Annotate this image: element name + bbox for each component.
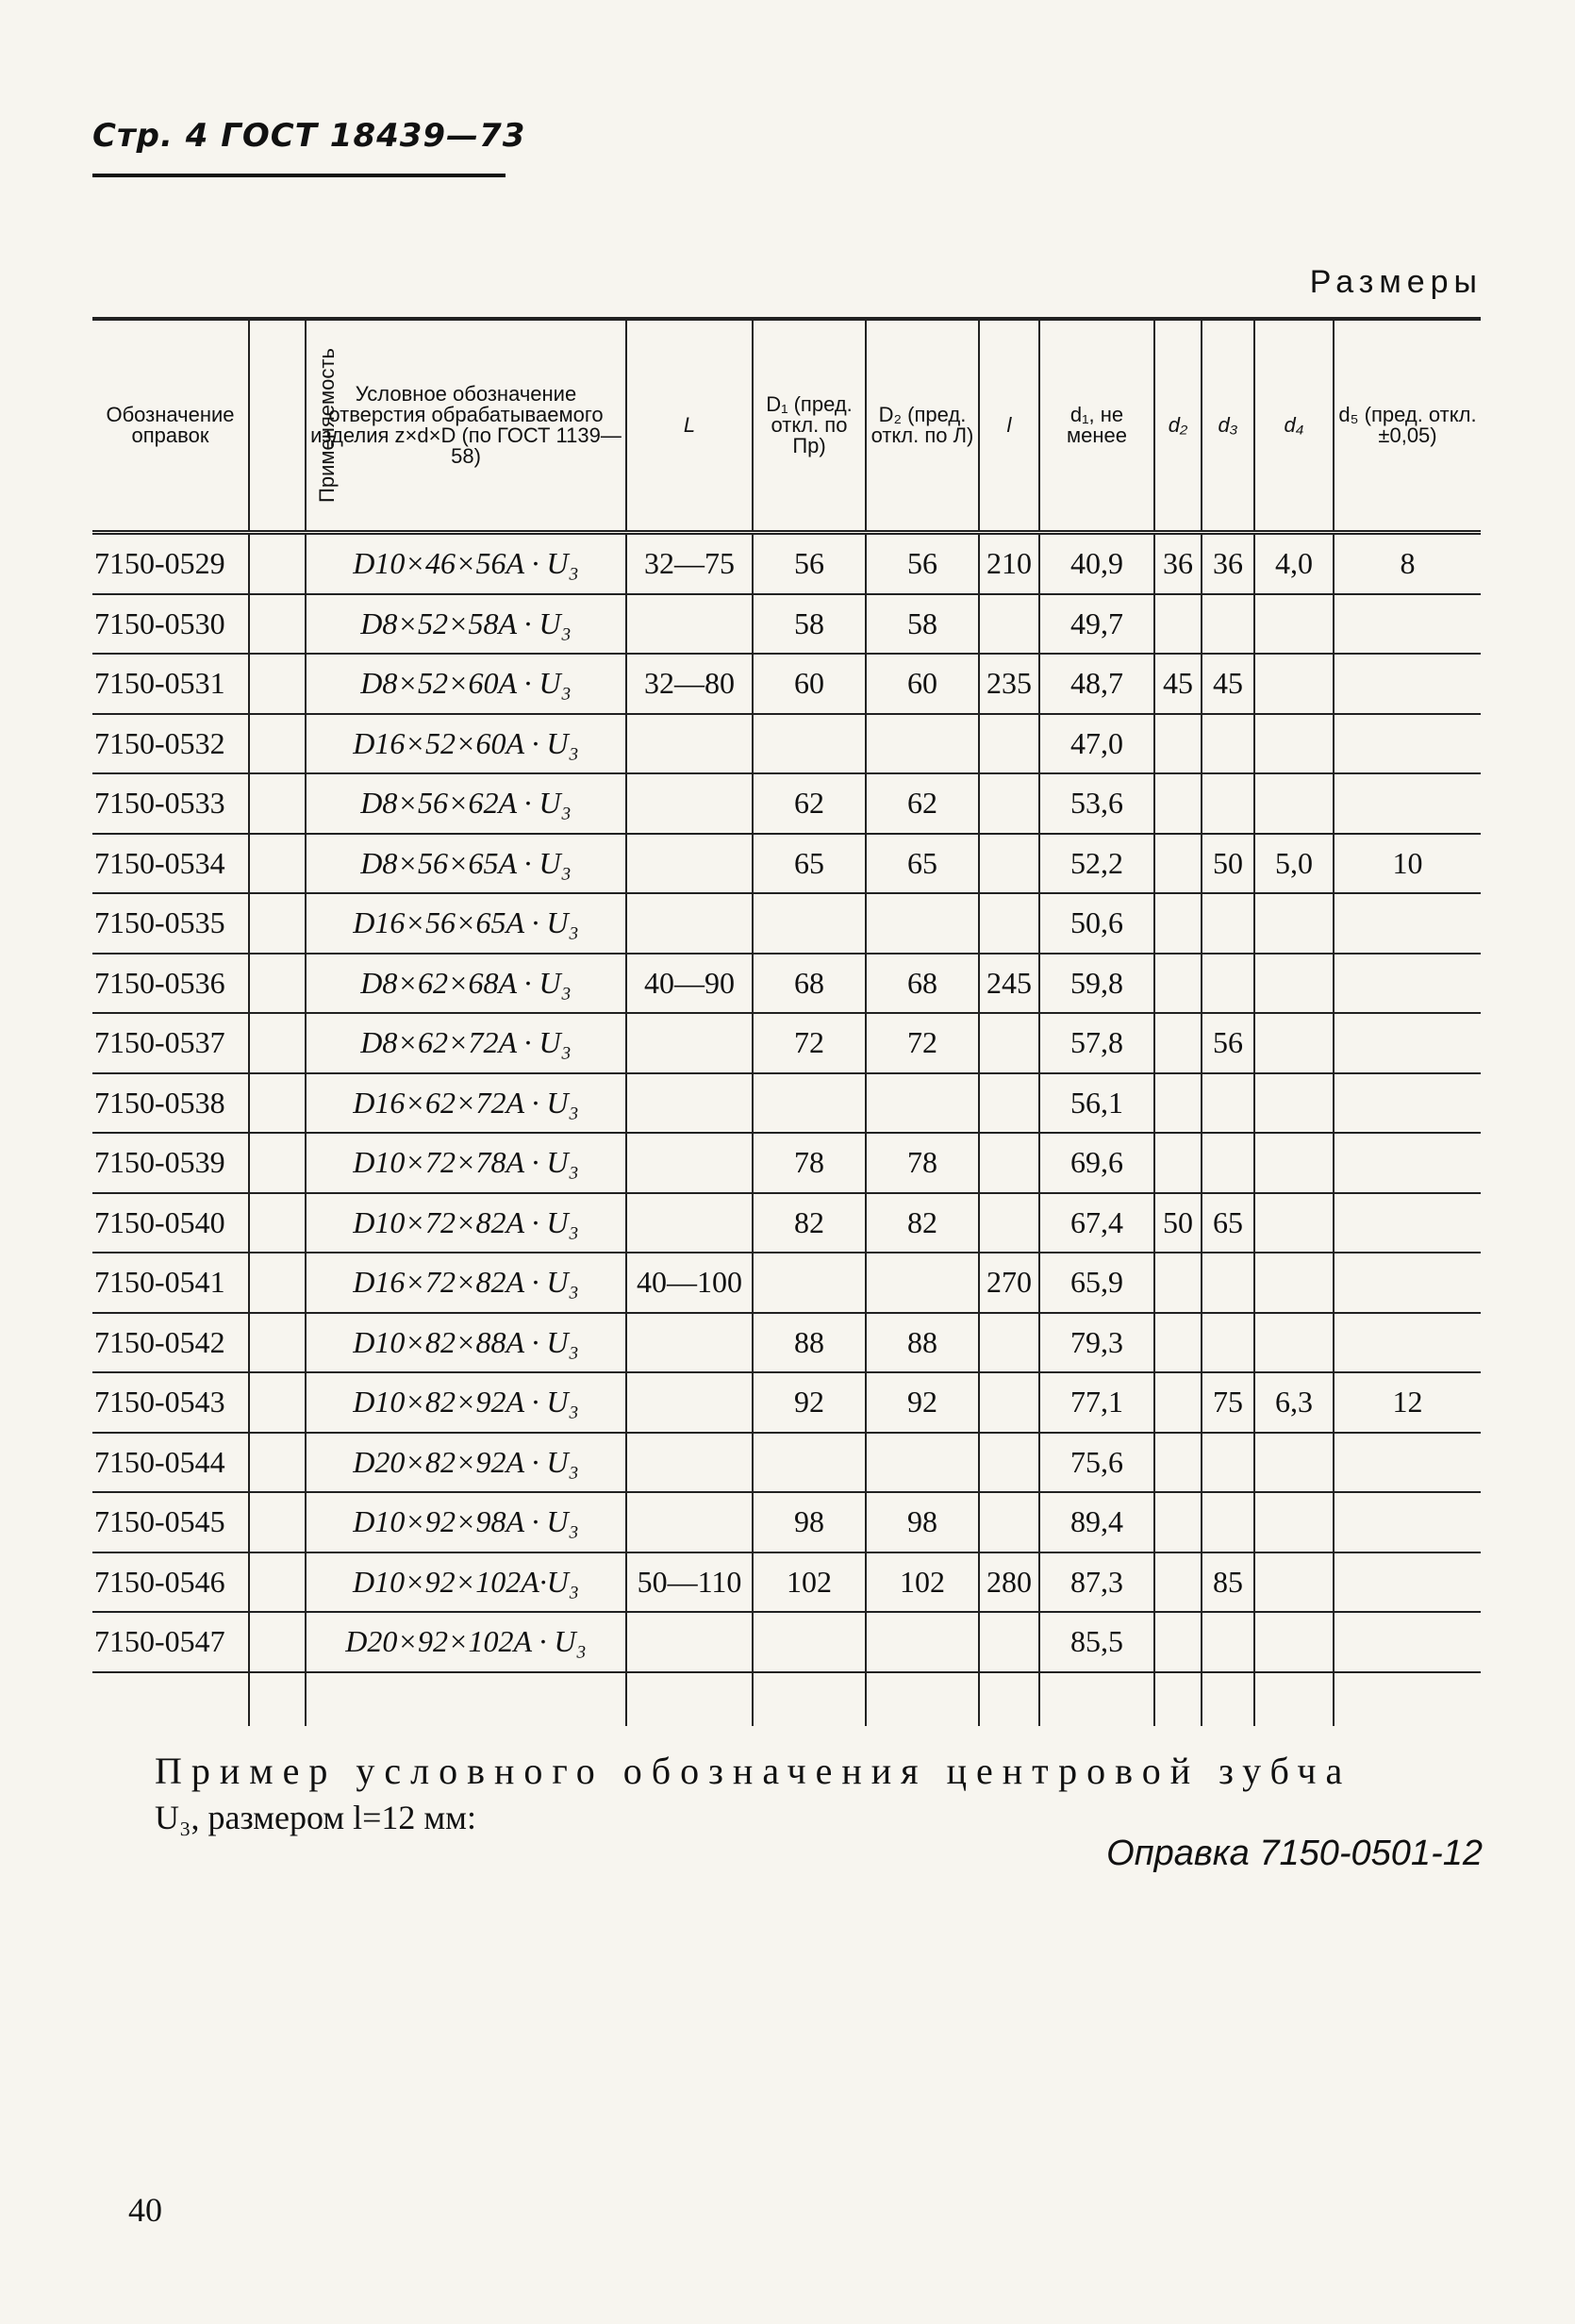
cell-application bbox=[249, 1433, 306, 1493]
cell-application bbox=[249, 1612, 306, 1672]
cell-d2 bbox=[1154, 1253, 1202, 1313]
cell-d1: 47,0 bbox=[1039, 714, 1154, 774]
cell-code: 7150-0544 bbox=[94, 1444, 225, 1479]
table-row bbox=[92, 594, 1481, 655]
cell-L bbox=[626, 1612, 753, 1672]
cell-application bbox=[249, 714, 306, 774]
sizes-label: Размеры bbox=[1309, 264, 1483, 300]
cell-l bbox=[979, 1133, 1039, 1193]
cell-d4 bbox=[1254, 1433, 1334, 1493]
cell-D2: 58 bbox=[866, 594, 979, 655]
table-row bbox=[92, 714, 1481, 774]
cell-d1: 79,3 bbox=[1039, 1313, 1154, 1373]
cell-code: 7150-0541 bbox=[94, 1265, 225, 1300]
cell-l bbox=[979, 1193, 1039, 1253]
cell-d5 bbox=[1334, 1013, 1481, 1073]
cell-d3 bbox=[1202, 773, 1254, 834]
header-code: Обозначение оправок bbox=[106, 403, 235, 447]
cell-d5 bbox=[1334, 1492, 1481, 1552]
cell-d5 bbox=[1334, 954, 1481, 1014]
cell-L bbox=[626, 714, 753, 774]
table-row bbox=[92, 1612, 1481, 1672]
cell-d2 bbox=[1154, 714, 1202, 774]
header-D2: D₂ (пред. откл. по Л) bbox=[866, 319, 979, 533]
cell-D2 bbox=[866, 1612, 979, 1672]
table-row bbox=[92, 533, 1481, 594]
cell-hole: D10×72×82A · U₃ bbox=[306, 1193, 626, 1253]
cell-d1: 85,5 bbox=[1039, 1612, 1154, 1672]
cell-hole: D10×82×92A · U₃ bbox=[306, 1372, 626, 1433]
cell-d3: 45 bbox=[1202, 654, 1254, 714]
table-row bbox=[92, 893, 1481, 954]
cell-D2 bbox=[866, 893, 979, 954]
cell-d3 bbox=[1202, 1133, 1254, 1193]
cell-d3 bbox=[1202, 594, 1254, 655]
cell-D1 bbox=[753, 1433, 866, 1493]
cell-d1: 89,4 bbox=[1039, 1492, 1154, 1552]
cell-d1: 65,9 bbox=[1039, 1253, 1154, 1313]
cell-d3 bbox=[1202, 893, 1254, 954]
cell-hole: D10×72×78A · U₃ bbox=[306, 1133, 626, 1193]
table-row bbox=[92, 1193, 1481, 1253]
cell-code: 7150-0538 bbox=[94, 1085, 225, 1120]
cell-D2: 72 bbox=[866, 1013, 979, 1073]
cell-D2: 78 bbox=[866, 1133, 979, 1193]
cell-l: 280 bbox=[979, 1552, 1039, 1613]
cell-d1: 67,4 bbox=[1039, 1193, 1154, 1253]
table-row bbox=[92, 1253, 1481, 1313]
header-d3: d₃ bbox=[1202, 319, 1254, 533]
cell-d4 bbox=[1254, 1313, 1334, 1373]
cell-application bbox=[249, 1313, 306, 1373]
cell-d3: 56 bbox=[1202, 1013, 1254, 1073]
cell-hole: D10×82×88A · U₃ bbox=[306, 1313, 626, 1373]
table-row bbox=[92, 1313, 1481, 1373]
cell-L bbox=[626, 1433, 753, 1493]
header-application-text: Применяемость bbox=[314, 348, 339, 503]
cell-d5 bbox=[1334, 1433, 1481, 1493]
cell-d3 bbox=[1202, 1313, 1254, 1373]
cell-d2 bbox=[1154, 1013, 1202, 1073]
header-rule bbox=[92, 174, 506, 177]
cell-d2 bbox=[1154, 1073, 1202, 1134]
cell-hole: D8×52×60A · U₃ bbox=[306, 654, 626, 714]
cell-d4: 4,0 bbox=[1254, 533, 1334, 594]
cell-d4 bbox=[1254, 594, 1334, 655]
cell-application bbox=[249, 1073, 306, 1134]
cell-L bbox=[626, 1013, 753, 1073]
cell-application bbox=[249, 1552, 306, 1613]
cell-d2 bbox=[1154, 594, 1202, 655]
cell-code: 7150-0542 bbox=[94, 1324, 225, 1359]
cell-d1: 59,8 bbox=[1039, 954, 1154, 1014]
cell-d3 bbox=[1202, 1492, 1254, 1552]
cell-d5 bbox=[1334, 1552, 1481, 1613]
cell-hole: D16×62×72A · U₃ bbox=[306, 1073, 626, 1134]
header-l: l bbox=[979, 319, 1039, 533]
cell-L bbox=[626, 1193, 753, 1253]
cell-L bbox=[626, 893, 753, 954]
cell-d1: 40,9 bbox=[1039, 533, 1154, 594]
cell-d4: 5,0 bbox=[1254, 834, 1334, 894]
cell-application bbox=[249, 1372, 306, 1433]
page-number: 40 bbox=[128, 2191, 162, 2229]
cell-d4: 6,3 bbox=[1254, 1372, 1334, 1433]
cell-d3: 65 bbox=[1202, 1193, 1254, 1253]
cell-L bbox=[626, 1372, 753, 1433]
cell-d5 bbox=[1334, 714, 1481, 774]
cell-l bbox=[979, 1073, 1039, 1134]
cell-D1: 72 bbox=[753, 1013, 866, 1073]
cell-application bbox=[249, 654, 306, 714]
cell-hole: D8×56×62A · U₃ bbox=[306, 773, 626, 834]
cell-d3 bbox=[1202, 1253, 1254, 1313]
cell-application bbox=[249, 1492, 306, 1552]
cell-code: 7150-0529 bbox=[94, 546, 225, 581]
table-row bbox=[92, 1133, 1481, 1193]
cell-d1: 75,6 bbox=[1039, 1433, 1154, 1493]
table-row bbox=[92, 654, 1481, 714]
cell-application bbox=[249, 834, 306, 894]
cell-D1: 78 bbox=[753, 1133, 866, 1193]
cell-l bbox=[979, 1612, 1039, 1672]
cell-application bbox=[249, 1133, 306, 1193]
cell-L: 40—100 bbox=[626, 1253, 753, 1313]
cell-application bbox=[249, 1253, 306, 1313]
cell-d4 bbox=[1254, 1253, 1334, 1313]
table-row bbox=[92, 1073, 1481, 1134]
cell-d1: 52,2 bbox=[1039, 834, 1154, 894]
cell-d5 bbox=[1334, 893, 1481, 954]
cell-d5 bbox=[1334, 594, 1481, 655]
cell-code: 7150-0533 bbox=[94, 786, 225, 821]
cell-l bbox=[979, 714, 1039, 774]
cell-d5 bbox=[1334, 654, 1481, 714]
table-row bbox=[92, 1372, 1481, 1433]
cell-code: 7150-0532 bbox=[94, 725, 225, 760]
cell-d4 bbox=[1254, 1552, 1334, 1613]
cell-d4 bbox=[1254, 1612, 1334, 1672]
table-row bbox=[92, 954, 1481, 1014]
cell-d2 bbox=[1154, 954, 1202, 1014]
cell-D1: 56 bbox=[753, 533, 866, 594]
cell-D2 bbox=[866, 1433, 979, 1493]
table-header-row bbox=[92, 319, 1481, 533]
cell-d3 bbox=[1202, 1433, 1254, 1493]
cell-d4 bbox=[1254, 954, 1334, 1014]
cell-hole: D10×92×98A · U₃ bbox=[306, 1492, 626, 1552]
cell-l: 270 bbox=[979, 1253, 1039, 1313]
cell-hole: D20×82×92A · U₃ bbox=[306, 1433, 626, 1493]
cell-D2: 102 bbox=[866, 1552, 979, 1613]
cell-d5: 8 bbox=[1334, 533, 1481, 594]
header-application bbox=[249, 319, 339, 533]
cell-D1 bbox=[753, 714, 866, 774]
cell-d4 bbox=[1254, 654, 1334, 714]
cell-d4 bbox=[1254, 1073, 1334, 1134]
cell-d2 bbox=[1154, 1133, 1202, 1193]
cell-d2: 45 bbox=[1154, 654, 1202, 714]
cell-d1: 57,8 bbox=[1039, 1013, 1154, 1073]
example-code: Оправка 7150-0501-12 bbox=[1106, 1834, 1483, 1873]
cell-d4 bbox=[1254, 714, 1334, 774]
page-header: Стр. 4 ГОСТ 18439—73 bbox=[92, 117, 526, 155]
cell-application bbox=[249, 533, 306, 594]
cell-d2 bbox=[1154, 893, 1202, 954]
cell-hole: D8×52×58A · U₃ bbox=[306, 594, 626, 655]
cell-d1: 48,7 bbox=[1039, 654, 1154, 714]
cell-L: 50—110 bbox=[626, 1552, 753, 1613]
cell-code: 7150-0547 bbox=[94, 1624, 225, 1659]
cell-D2: 88 bbox=[866, 1313, 979, 1373]
cell-l: 245 bbox=[979, 954, 1039, 1014]
cell-l bbox=[979, 1013, 1039, 1073]
cell-d2 bbox=[1154, 1372, 1202, 1433]
cell-hole: D10×92×102A·U₃ bbox=[306, 1552, 626, 1613]
cell-D2: 98 bbox=[866, 1492, 979, 1552]
cell-d5 bbox=[1334, 1253, 1481, 1313]
table-row bbox=[92, 1552, 1481, 1613]
header-d4: d₄ bbox=[1254, 319, 1334, 533]
cell-l bbox=[979, 1433, 1039, 1493]
cell-code: 7150-0536 bbox=[94, 965, 225, 1000]
cell-D2: 82 bbox=[866, 1193, 979, 1253]
cell-d5 bbox=[1334, 1313, 1481, 1373]
cell-d3 bbox=[1202, 954, 1254, 1014]
cell-d1: 77,1 bbox=[1039, 1372, 1154, 1433]
cell-D1: 82 bbox=[753, 1193, 866, 1253]
cell-D1: 60 bbox=[753, 654, 866, 714]
cell-d2 bbox=[1154, 1433, 1202, 1493]
cell-d3: 36 bbox=[1202, 533, 1254, 594]
cell-hole: D16×72×82A · U₃ bbox=[306, 1253, 626, 1313]
cell-L: 40—90 bbox=[626, 954, 753, 1014]
cell-hole: D16×52×60A · U₃ bbox=[306, 714, 626, 774]
cell-application bbox=[249, 893, 306, 954]
cell-code: 7150-0530 bbox=[94, 606, 225, 640]
cell-d2 bbox=[1154, 1313, 1202, 1373]
cell-code: 7150-0535 bbox=[94, 905, 225, 940]
cell-D1: 92 bbox=[753, 1372, 866, 1433]
table-row bbox=[92, 1013, 1481, 1073]
cell-d4 bbox=[1254, 1193, 1334, 1253]
cell-l bbox=[979, 1372, 1039, 1433]
cell-D2: 60 bbox=[866, 654, 979, 714]
cell-L bbox=[626, 1073, 753, 1134]
cell-L bbox=[626, 594, 753, 655]
cell-d1: 50,6 bbox=[1039, 893, 1154, 954]
cell-application bbox=[249, 954, 306, 1014]
cell-D1 bbox=[753, 1612, 866, 1672]
cell-l: 235 bbox=[979, 654, 1039, 714]
cell-D1: 88 bbox=[753, 1313, 866, 1373]
cell-d3: 75 bbox=[1202, 1372, 1254, 1433]
cell-D2: 92 bbox=[866, 1372, 979, 1433]
cell-application bbox=[249, 1013, 306, 1073]
cell-L: 32—80 bbox=[626, 654, 753, 714]
cell-application bbox=[249, 594, 306, 655]
cell-l bbox=[979, 834, 1039, 894]
cell-code: 7150-0531 bbox=[94, 666, 225, 701]
header-L: L bbox=[626, 319, 753, 533]
cell-d4 bbox=[1254, 1492, 1334, 1552]
cell-d5 bbox=[1334, 1612, 1481, 1672]
cell-d1: 49,7 bbox=[1039, 594, 1154, 655]
table-row bbox=[92, 1433, 1481, 1493]
cell-d1: 56,1 bbox=[1039, 1073, 1154, 1134]
cell-d1: 87,3 bbox=[1039, 1552, 1154, 1613]
cell-d2 bbox=[1154, 1552, 1202, 1613]
cell-hole: D10×46×56A · U₃ bbox=[306, 533, 626, 594]
cell-code: 7150-0534 bbox=[94, 845, 225, 880]
example-line-2: U₃, размером l=12 мм: bbox=[155, 1799, 476, 1836]
cell-L bbox=[626, 773, 753, 834]
cell-hole: D8×62×68A · U₃ bbox=[306, 954, 626, 1014]
cell-d1: 69,6 bbox=[1039, 1133, 1154, 1193]
cell-d3 bbox=[1202, 1612, 1254, 1672]
cell-l: 210 bbox=[979, 533, 1039, 594]
cell-d3: 50 bbox=[1202, 834, 1254, 894]
cell-application bbox=[249, 773, 306, 834]
header-d1: d₁, не менее bbox=[1039, 319, 1154, 533]
cell-l bbox=[979, 893, 1039, 954]
cell-D2 bbox=[866, 1073, 979, 1134]
cell-D2: 65 bbox=[866, 834, 979, 894]
cell-code: 7150-0545 bbox=[94, 1504, 225, 1539]
cell-d5 bbox=[1334, 1133, 1481, 1193]
header-D1: D₁ (пред. откл. по Пр) bbox=[753, 319, 866, 533]
cell-d3 bbox=[1202, 1073, 1254, 1134]
cell-L bbox=[626, 834, 753, 894]
cell-hole: D16×56×65A · U₃ bbox=[306, 893, 626, 954]
cell-D1: 102 bbox=[753, 1552, 866, 1613]
cell-D1: 98 bbox=[753, 1492, 866, 1552]
cell-D2: 56 bbox=[866, 533, 979, 594]
cell-d4 bbox=[1254, 773, 1334, 834]
cell-hole: D8×56×65A · U₃ bbox=[306, 834, 626, 894]
cell-D1: 62 bbox=[753, 773, 866, 834]
cell-D2 bbox=[866, 1253, 979, 1313]
cell-code: 7150-0546 bbox=[94, 1564, 225, 1599]
cell-d2 bbox=[1154, 773, 1202, 834]
cell-D2 bbox=[866, 714, 979, 774]
cell-d4 bbox=[1254, 893, 1334, 954]
cell-D1: 65 bbox=[753, 834, 866, 894]
cell-l bbox=[979, 1313, 1039, 1373]
table-row bbox=[92, 773, 1481, 834]
spec-table bbox=[92, 317, 1481, 1726]
cell-d4 bbox=[1254, 1013, 1334, 1073]
cell-d3: 85 bbox=[1202, 1552, 1254, 1613]
table-row bbox=[92, 834, 1481, 894]
example-line-1: Пример условного обозначения центровой зубча bbox=[155, 1750, 1352, 1792]
cell-code: 7150-0543 bbox=[94, 1385, 225, 1419]
cell-code: 7150-0540 bbox=[94, 1204, 225, 1239]
cell-d2: 50 bbox=[1154, 1193, 1202, 1253]
cell-D1: 58 bbox=[753, 594, 866, 655]
cell-L bbox=[626, 1492, 753, 1552]
cell-D1: 68 bbox=[753, 954, 866, 1014]
cell-code: 7150-0537 bbox=[94, 1025, 225, 1060]
cell-D1 bbox=[753, 1253, 866, 1313]
cell-hole: D20×92×102A · U₃ bbox=[306, 1612, 626, 1672]
cell-d5 bbox=[1334, 773, 1481, 834]
cell-L: 32—75 bbox=[626, 533, 753, 594]
cell-D2: 62 bbox=[866, 773, 979, 834]
cell-L bbox=[626, 1313, 753, 1373]
cell-l bbox=[979, 773, 1039, 834]
cell-d2: 36 bbox=[1154, 533, 1202, 594]
cell-hole: D8×62×72A · U₃ bbox=[306, 1013, 626, 1073]
cell-d5 bbox=[1334, 1193, 1481, 1253]
cell-D1 bbox=[753, 1073, 866, 1134]
cell-L bbox=[626, 1133, 753, 1193]
cell-d5 bbox=[1334, 1073, 1481, 1134]
cell-d3 bbox=[1202, 714, 1254, 774]
cell-d5: 12 bbox=[1334, 1372, 1481, 1433]
table-tail-row bbox=[92, 1672, 1481, 1726]
cell-D2: 68 bbox=[866, 954, 979, 1014]
cell-d5: 10 bbox=[1334, 834, 1481, 894]
cell-d2 bbox=[1154, 1492, 1202, 1552]
header-d5: d₅ (пред. откл. ±0,05) bbox=[1334, 319, 1481, 533]
cell-l bbox=[979, 594, 1039, 655]
cell-code: 7150-0539 bbox=[94, 1145, 225, 1180]
cell-d4 bbox=[1254, 1133, 1334, 1193]
table-row bbox=[92, 1492, 1481, 1552]
header-d2: d₂ bbox=[1154, 319, 1202, 533]
cell-d2 bbox=[1154, 834, 1202, 894]
cell-l bbox=[979, 1492, 1039, 1552]
cell-d1: 53,6 bbox=[1039, 773, 1154, 834]
cell-application bbox=[249, 1193, 306, 1253]
cell-d2 bbox=[1154, 1612, 1202, 1672]
cell-D1 bbox=[753, 893, 866, 954]
header-hole: Условное обозначение отверстия обрабатываемого изделия z×d×D (по ГОСТ 1139—58) bbox=[306, 319, 626, 533]
